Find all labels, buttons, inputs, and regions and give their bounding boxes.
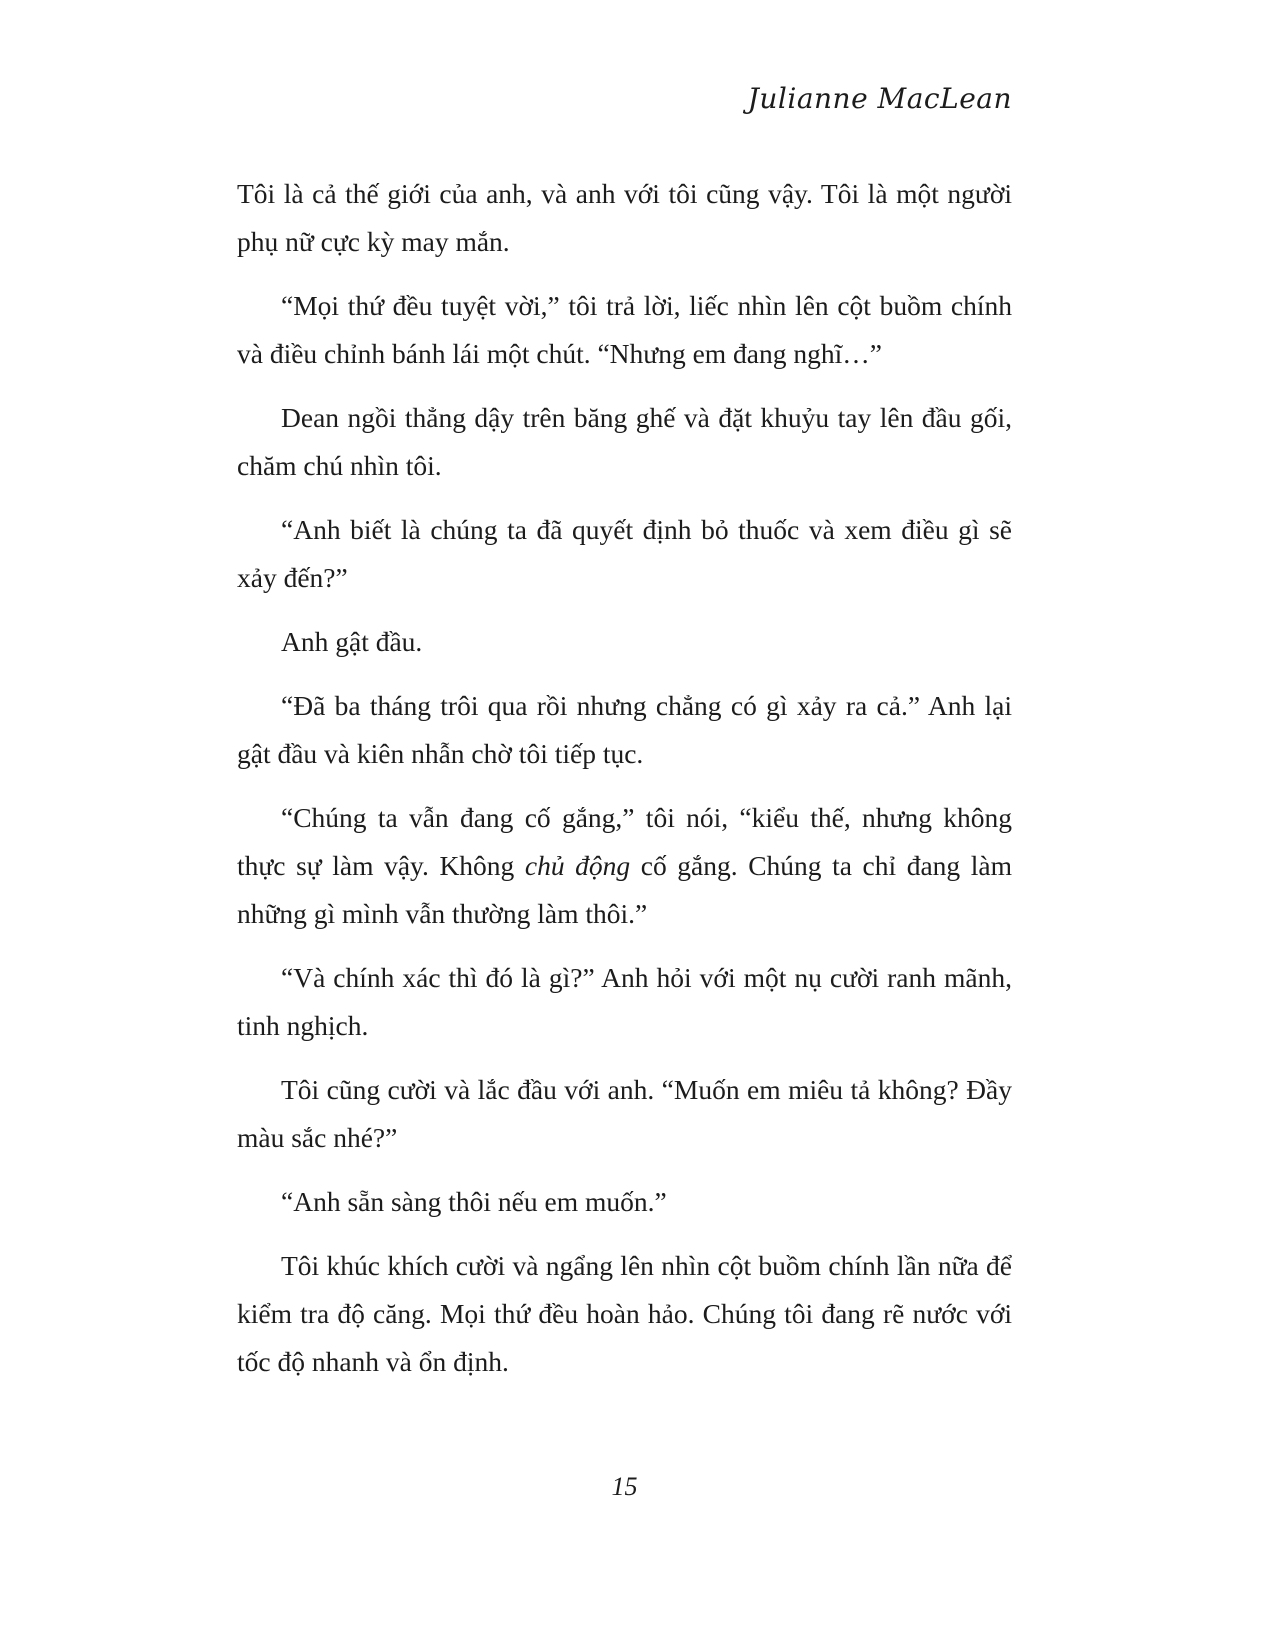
text-segment: Anh gật đầu. xyxy=(281,626,423,657)
italic-text-segment: chủ động xyxy=(524,850,631,881)
paragraph xyxy=(237,170,1012,266)
paragraph xyxy=(237,1242,1012,1386)
text-segment: “Anh biết là chúng ta đã quyết định bỏ thuốc và xem điều gì sẽ xảy đến?” xyxy=(237,514,1012,593)
paragraph xyxy=(237,506,1012,602)
page-number: 15 xyxy=(611,1472,638,1501)
text-segment: “Chúng ta vẫn đang cố gắng,” tôi nói, “kiểu thế, nhưng không thực sự làm vậy. Không xyxy=(237,802,1012,881)
paragraph xyxy=(237,394,1012,490)
running-header-author: Julianne MacLean xyxy=(747,82,1012,115)
text-segment: cố gắng. Chúng ta chỉ đang làm những gì mình vẫn thường làm thôi.” xyxy=(237,850,1012,929)
page-body xyxy=(237,170,1012,1402)
paragraph xyxy=(237,618,1012,666)
text-segment: “Anh sẵn sàng thôi nếu em muốn.” xyxy=(281,1186,667,1217)
text-segment: Dean ngồi thẳng dậy trên băng ghế và đặt khuỷu tay lên đầu gối, chăm chú nhìn tôi. xyxy=(237,402,1012,481)
text-segment: Tôi là cả thế giới của anh, và anh với tôi cũng vậy. Tôi là một người phụ nữ cực kỳ may mắn. xyxy=(237,178,1012,257)
paragraph xyxy=(237,1066,1012,1162)
paragraph xyxy=(237,682,1012,778)
text-segment: “Và chính xác thì đó là gì?” Anh hỏi với một nụ cười ranh mãnh, tinh nghịch. xyxy=(237,962,1012,1041)
paragraph xyxy=(237,1178,1012,1226)
paragraph xyxy=(237,282,1012,378)
text-segment: Tôi cũng cười và lắc đầu với anh. “Muốn em miêu tả không? Đầy màu sắc nhé?” xyxy=(237,1074,1012,1153)
text-segment: “Mọi thứ đều tuyệt vời,” tôi trả lời, liếc nhìn lên cột buồm chính và điều chỉnh bánh lái một chút. “Nhưng em đang nghĩ…” xyxy=(237,290,1012,369)
paragraph xyxy=(237,954,1012,1050)
text-segment: “Đã ba tháng trôi qua rồi nhưng chẳng có gì xảy ra cả.” Anh lại gật đầu và kiên nhẫn chờ tôi tiếp tục. xyxy=(237,690,1012,769)
paragraph xyxy=(237,794,1012,938)
text-segment: Tôi khúc khích cười và ngẩng lên nhìn cột buồm chính lần nữa để kiểm tra độ căng. Mọi thứ đều hoàn hảo. Chúng tôi đang rẽ nước với tốc độ nhanh và ổn định. xyxy=(237,1250,1012,1377)
